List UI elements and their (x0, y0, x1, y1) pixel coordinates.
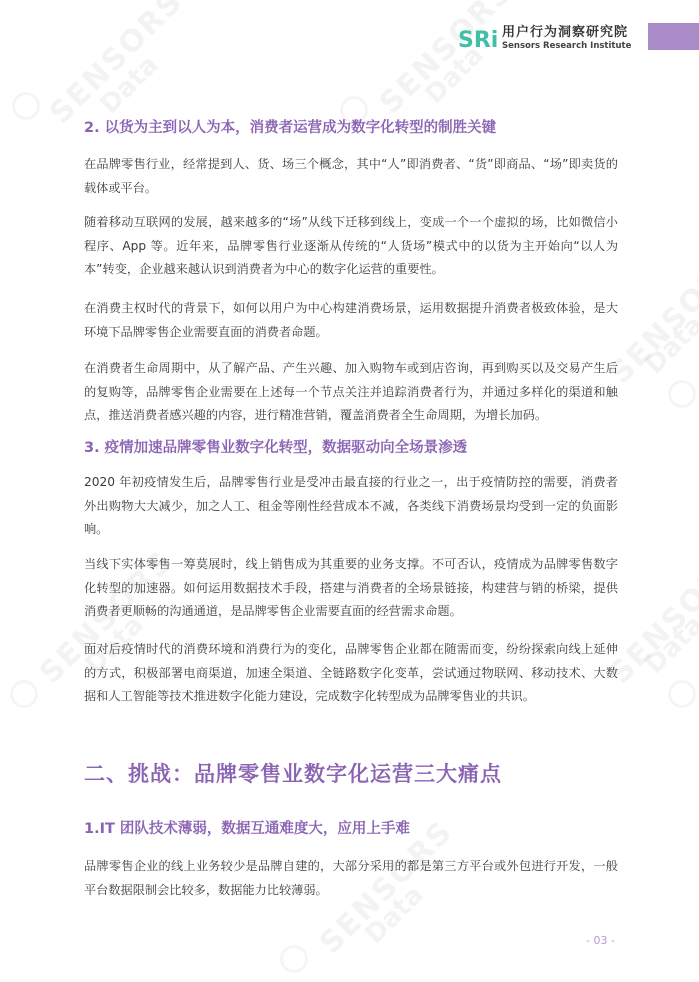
logo-en: Sensors Research Institute (502, 40, 632, 51)
watermark-circle (280, 945, 308, 973)
logo-cn: 用户行为洞察研究院 (502, 24, 629, 40)
chapter-heading: 二、挑战：品牌零售业数字化运营三大痛点 (84, 762, 502, 786)
paragraph: 随着移动互联网的发展，越来越多的“场”从线下迁移到线上，变成一个一个虚拟的场，比如微信小程序、App 等。近年来，品牌零售行业逐渐从传统的“人货场”模式中的以货为主开始向“以人为本”转变，企业越来越认识到消费者为中心的数字化运营的重要性。 (84, 215, 618, 276)
page-number: - 03 - (586, 934, 615, 947)
svg-text:SRi: SRi (458, 28, 498, 52)
paragraph: 在品牌零售行业，经常提到人、货、场三个概念，其中“人”即消费者、“货”即商品、“场”即卖货的载体或平台。 (84, 157, 618, 195)
logo-text (502, 26, 631, 51)
paragraph: 在消费主权时代的背景下，如何以用户为中心构建消费场景，运用数据提升消费者极致体验，是大环境下品牌零售企业需要直面的消费者命题。 (84, 301, 618, 339)
paragraph: 品牌零售企业的线上业务较少是品牌自建的，大部分采用的都是第三方平台或外包进行开发，一般平台数据限制会比较多，数据能力比较薄弱。 (84, 859, 618, 897)
watermark-text (95, 50, 165, 120)
logo (458, 24, 631, 52)
watermark-text (43, 0, 190, 131)
watermark-circle (12, 92, 40, 120)
section-heading: 3. 疫情加速品牌零售业数字化转型，数据驱动向全场景渗透 (84, 440, 468, 456)
sri-logo-mark (458, 24, 498, 52)
header-corner-tab (648, 23, 699, 50)
watermark-text (640, 310, 699, 380)
paragraph: 2020 年初疫情发生后，品牌零售行业是受冲击最直接的行业之一，出于疫情防控的需要，消费者外出购物大大减少，加之人工、租金等刚性经营成本不减，各类线下消费场景均受到一定的负面影响。 (84, 475, 618, 536)
watermark-text (373, 0, 520, 121)
section-heading: 2. 以货为主到以人为本，消费者运营成为数字化转型的制胜关键 (84, 120, 497, 136)
watermark-circle (668, 380, 696, 408)
paragraph: 在消费者生命周期中，从了解产品、产生兴趣、加入购物车或到店咨询，再到购买以及交易产生后的复购等，品牌零售企业需要在上述每一个节点关注并追踪消费者行为，并通过多样化的渠道和触点，推送消费者感兴趣的内容，进行精准营销，覆盖消费者全生命周期，为增长加码。 (84, 361, 618, 422)
section-heading: 1.IT 团队技术薄弱，数据互通难度大，应用上手难 (84, 821, 410, 837)
watermark-circle (668, 680, 696, 708)
watermark-text (640, 610, 699, 680)
watermark-circle (10, 680, 38, 708)
paragraph: 面对后疫情时代的消费环境和消费行为的变化，品牌零售企业都在随需而变，纷纷探索向线上延伸的方式，积极部署电商渠道，加速全渠道、全链路数字化变革，尝试通过物联网、移动技术、大数据和人工智能等技术推进数字化能力建设，完成数字化转型成为品牌零售业的共识。 (84, 642, 618, 703)
paragraph: 当线下实体零售一筹莫展时，线上销售成为其重要的业务支撑。不可否认，疫情成为品牌零售数字化转型的加速器。如何运用数据技术手段，搭建与消费者的全场景链接，构建营与销的桥梁，提供消费者更顺畅的沟通通道，是品牌零售企业需要直面的经营需求命题。 (84, 557, 618, 618)
